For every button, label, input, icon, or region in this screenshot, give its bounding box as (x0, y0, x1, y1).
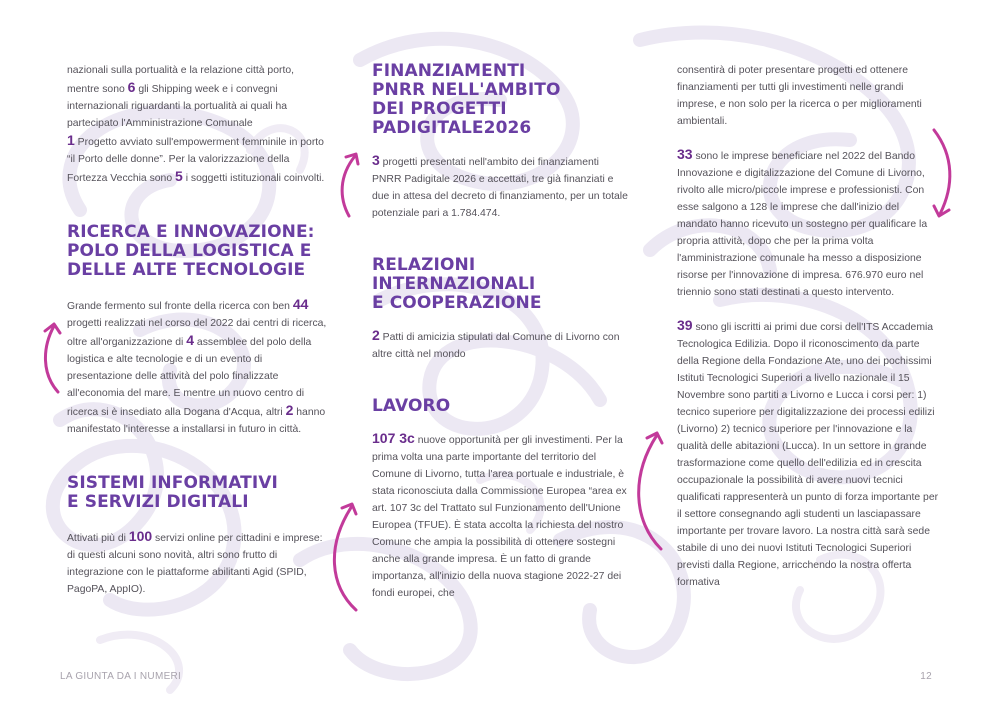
column-right (677, 62, 939, 591)
column-middle (372, 62, 628, 602)
arrow-icon (335, 148, 371, 220)
lavoro-paragraph: 107 3c nuove opportunità per gli investimenti. Per la prima volta una parte importante del territorio del Comune di Livorno, tutta l'area portuale e industriale, è stata riconosciuta dalla Commissione Europea “area ex art. 107 3c del Trattato sul Funzionamento dell'Unione Europea (TFUE). È stata accolta la richiesta del nostro Comune che ampia la possibilità di ottenere sostegni anche alla grande impresa. È un fatto di grande importanza, all'inizio della nuova stagione 2022-27 dei fondi europei, che (372, 430, 627, 599)
section-title-sistemi: SISTEMI INFORMATIVI E SERVIZI DIGITALI (67, 473, 278, 512)
footer-title: LA GIUNTA DA I NUMERI (60, 671, 182, 682)
stat-number: 33 (677, 146, 693, 162)
section-title-pnrr: FINANZIAMENTI PNRR NELL'AMBITO DEI PROGETTI PADIGITALE2026 (372, 61, 561, 138)
stat-number: 2 (372, 327, 380, 343)
stat-number: 44 (292, 296, 309, 312)
stat-number: 1 (67, 132, 75, 148)
page-number: 12 (920, 671, 932, 682)
stat-number: 6 (127, 79, 136, 95)
sistemi-paragraph: Attivati più di 100 servizi online per cittadini e imprese: di questi alcuni sono novità, altri sono frutto di integrazione con le piattaforme abilitanti Agid (SPID, PagoPA, AppIO). (67, 528, 323, 595)
stat-number: 2 (285, 402, 294, 418)
section-title-ricerca: RICERCA E INNOVAZIONE: POLO DELLA LOGISTICA E DELLE ALTE TECNOLOGIE (67, 222, 315, 280)
stat-number: 100 (128, 528, 153, 544)
stat-number: 4 (186, 332, 195, 348)
arrow-icon (625, 425, 671, 555)
its-paragraph: 39 sono gli iscritti ai primi due corsi dell'ITS Accademia Tecnologica Edilizia. Dopo il riconoscimento da parte della Regione della Fondazione Ate, uno dei pochissimi Istituti Tecnologici Superiori a livello nazionale il 15 Novembre sono partiti a Livorno e Lucca i corsi per: 1) tecnico superiore per digitalizzazione dei processi edilizi (Livorno) 2) tecnico superiore per l'innovazione e la qualità delle abitazioni (Lucca). In un settore in grande trasformazione come quello dell'edilizia ed in crescita occupazionale la possibilità di avere nuovi tecnici qualificati rappresenterà un punto di forza importante per il settore consegnando agli studenti un lasciapassare importante per trovare lavoro. La nostra città sarà sede stabile di uno dei nuovi Istituti Tecnologici Superiori previsti dalla Regione, arricchendo la nostra offerta formativa (677, 317, 939, 588)
porto-donne-paragraph: 1 Progetto avviato sull'empowerment femminile in porto “il Porto delle donne”. Per la valorizzazione della Fortezza Vecchia sono 5 i soggetti istituzionali coinvolti. (67, 132, 325, 184)
section-title-relazioni: RELAZIONI INTERNAZIONALI E COOPERAZIONE (372, 255, 542, 313)
relazioni-paragraph: 2 Patti di amicizia stipulati dal Comune di Livorno con altre città nel mondo (372, 327, 620, 360)
continuation-paragraph: consentirà di poter presentare progetti ed ottenere finanziamenti per tutti gli investimenti nelle grandi imprese, e non solo per la ricerca o per miglioramenti ambientali. (677, 65, 922, 127)
pnrr-paragraph: 3 progetti presentati nell'ambito dei finanziamenti PNRR Padigitale 2026 e accettati, tre già finanziati e due in attesa del decreto di finanziamento, per un totale potenziale pari a 1.784.474. (372, 152, 628, 219)
section-title-lavoro: LAVORO (372, 396, 451, 416)
arrow-icon (36, 318, 68, 396)
stat-number: 5 (175, 168, 183, 184)
imprese-paragraph: 33 sono le imprese beneficiare nel 2022 del Bando Innovazione e digitalizzazione del Comune di Livorno, rivolto alle micro/piccole imprese e professionisti. Con esse salgono a 128 le imprese che dall'inizio del mandato hanno ricevuto un sostegno per qualificare la propria attività, dopo che per la prima volta l'amministrazione comunale ha messo a disposizione risorse per l'innovazione di impresa. 676.970 euro nel triennio sono stati destinati a questo intervento. (677, 146, 928, 298)
column-left (67, 62, 329, 598)
ricerca-paragraph: Grande fermento sul fronte della ricerca con ben 44 progetti realizzati nel corso del 2022 dai centri di ricerca, oltre all'organizzazione di 4 assemblee del polo della logistica e alte tecnologie e di un evento di presentazione delle attività del polo finalizzate all'economia del mare. E mentre un nuovo centro di ricerca si è insediato alla Dogana d'Acqua, altri 2 hanno manifestato l'interesse a installarsi in futuro in città. (67, 296, 327, 435)
intro-paragraph: nazionali sulla portualità e la relazione città porto, mentre sono 6 gli Shipping week e i convegni internazionali riguardanti la portualità ai quali ha partecipato l'Amministrazione Comunale (67, 65, 294, 129)
stat-number: 39 (677, 317, 693, 333)
stat-number: 3 (372, 152, 380, 168)
stat-number: 107 3c (372, 430, 415, 446)
